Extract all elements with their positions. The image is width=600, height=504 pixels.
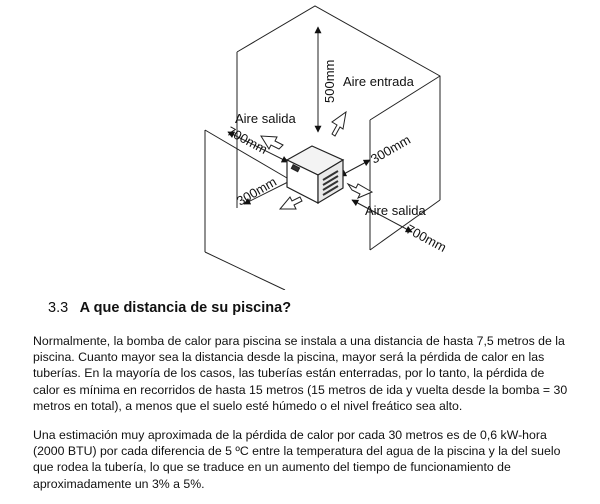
label-700mm-left: 700mm — [224, 123, 270, 158]
air-inlet-arrow — [332, 112, 346, 136]
left-front-wall — [205, 130, 287, 290]
label-aire-salida-left: Aire salida — [235, 111, 296, 126]
section-number: 3.3 — [48, 300, 69, 316]
label-300mm-right: 300mm — [368, 131, 414, 167]
section-title: A que distancia de su piscina? — [79, 300, 292, 316]
section-heading — [48, 300, 291, 316]
label-aire-entrada: Aire entrada — [343, 74, 414, 89]
label-300mm-front: 300mm — [234, 173, 280, 209]
paragraph-heat-loss: Una estimación muy aproximada de la pérdida de calor por cada 30 metros es de 0,6 kW-hora (2000 BTU) por cada diferencia de 5 ºC entre la temperatura del agua de la piscina y la del suelo que rodea la tubería, lo que se traduce en un aumento del tiempo de funcionamiento de aproximadamente un 3% a 5%. — [33, 428, 561, 491]
label-500mm: 500mm — [322, 59, 337, 103]
air-outlet-arrow-front — [280, 197, 302, 209]
air-outlet-arrow-right — [348, 184, 372, 198]
label-aire-salida-right: Aire salida — [365, 203, 426, 218]
heat-pump-unit — [287, 146, 343, 203]
paragraph-distance: Normalmente, la bomba de calor para piscina se instala a una distancia de hasta 7,5 metros de la piscina. Cuanto mayor sea la distancia desde la piscina, mayor será la pérdida de calor en las tuberías. En la mayoría de los casos, las tuberías están enterradas, por lo tanto, la pérdida de calor es mínima en recorridos de hasta 15 metros (15 metros de ida y vuelta desde la bomba = 30 metros en total), a menos que el suelo esté húmedo o el nivel freático sea alto. — [33, 334, 568, 413]
label-700mm-front: 700mm — [403, 221, 449, 256]
